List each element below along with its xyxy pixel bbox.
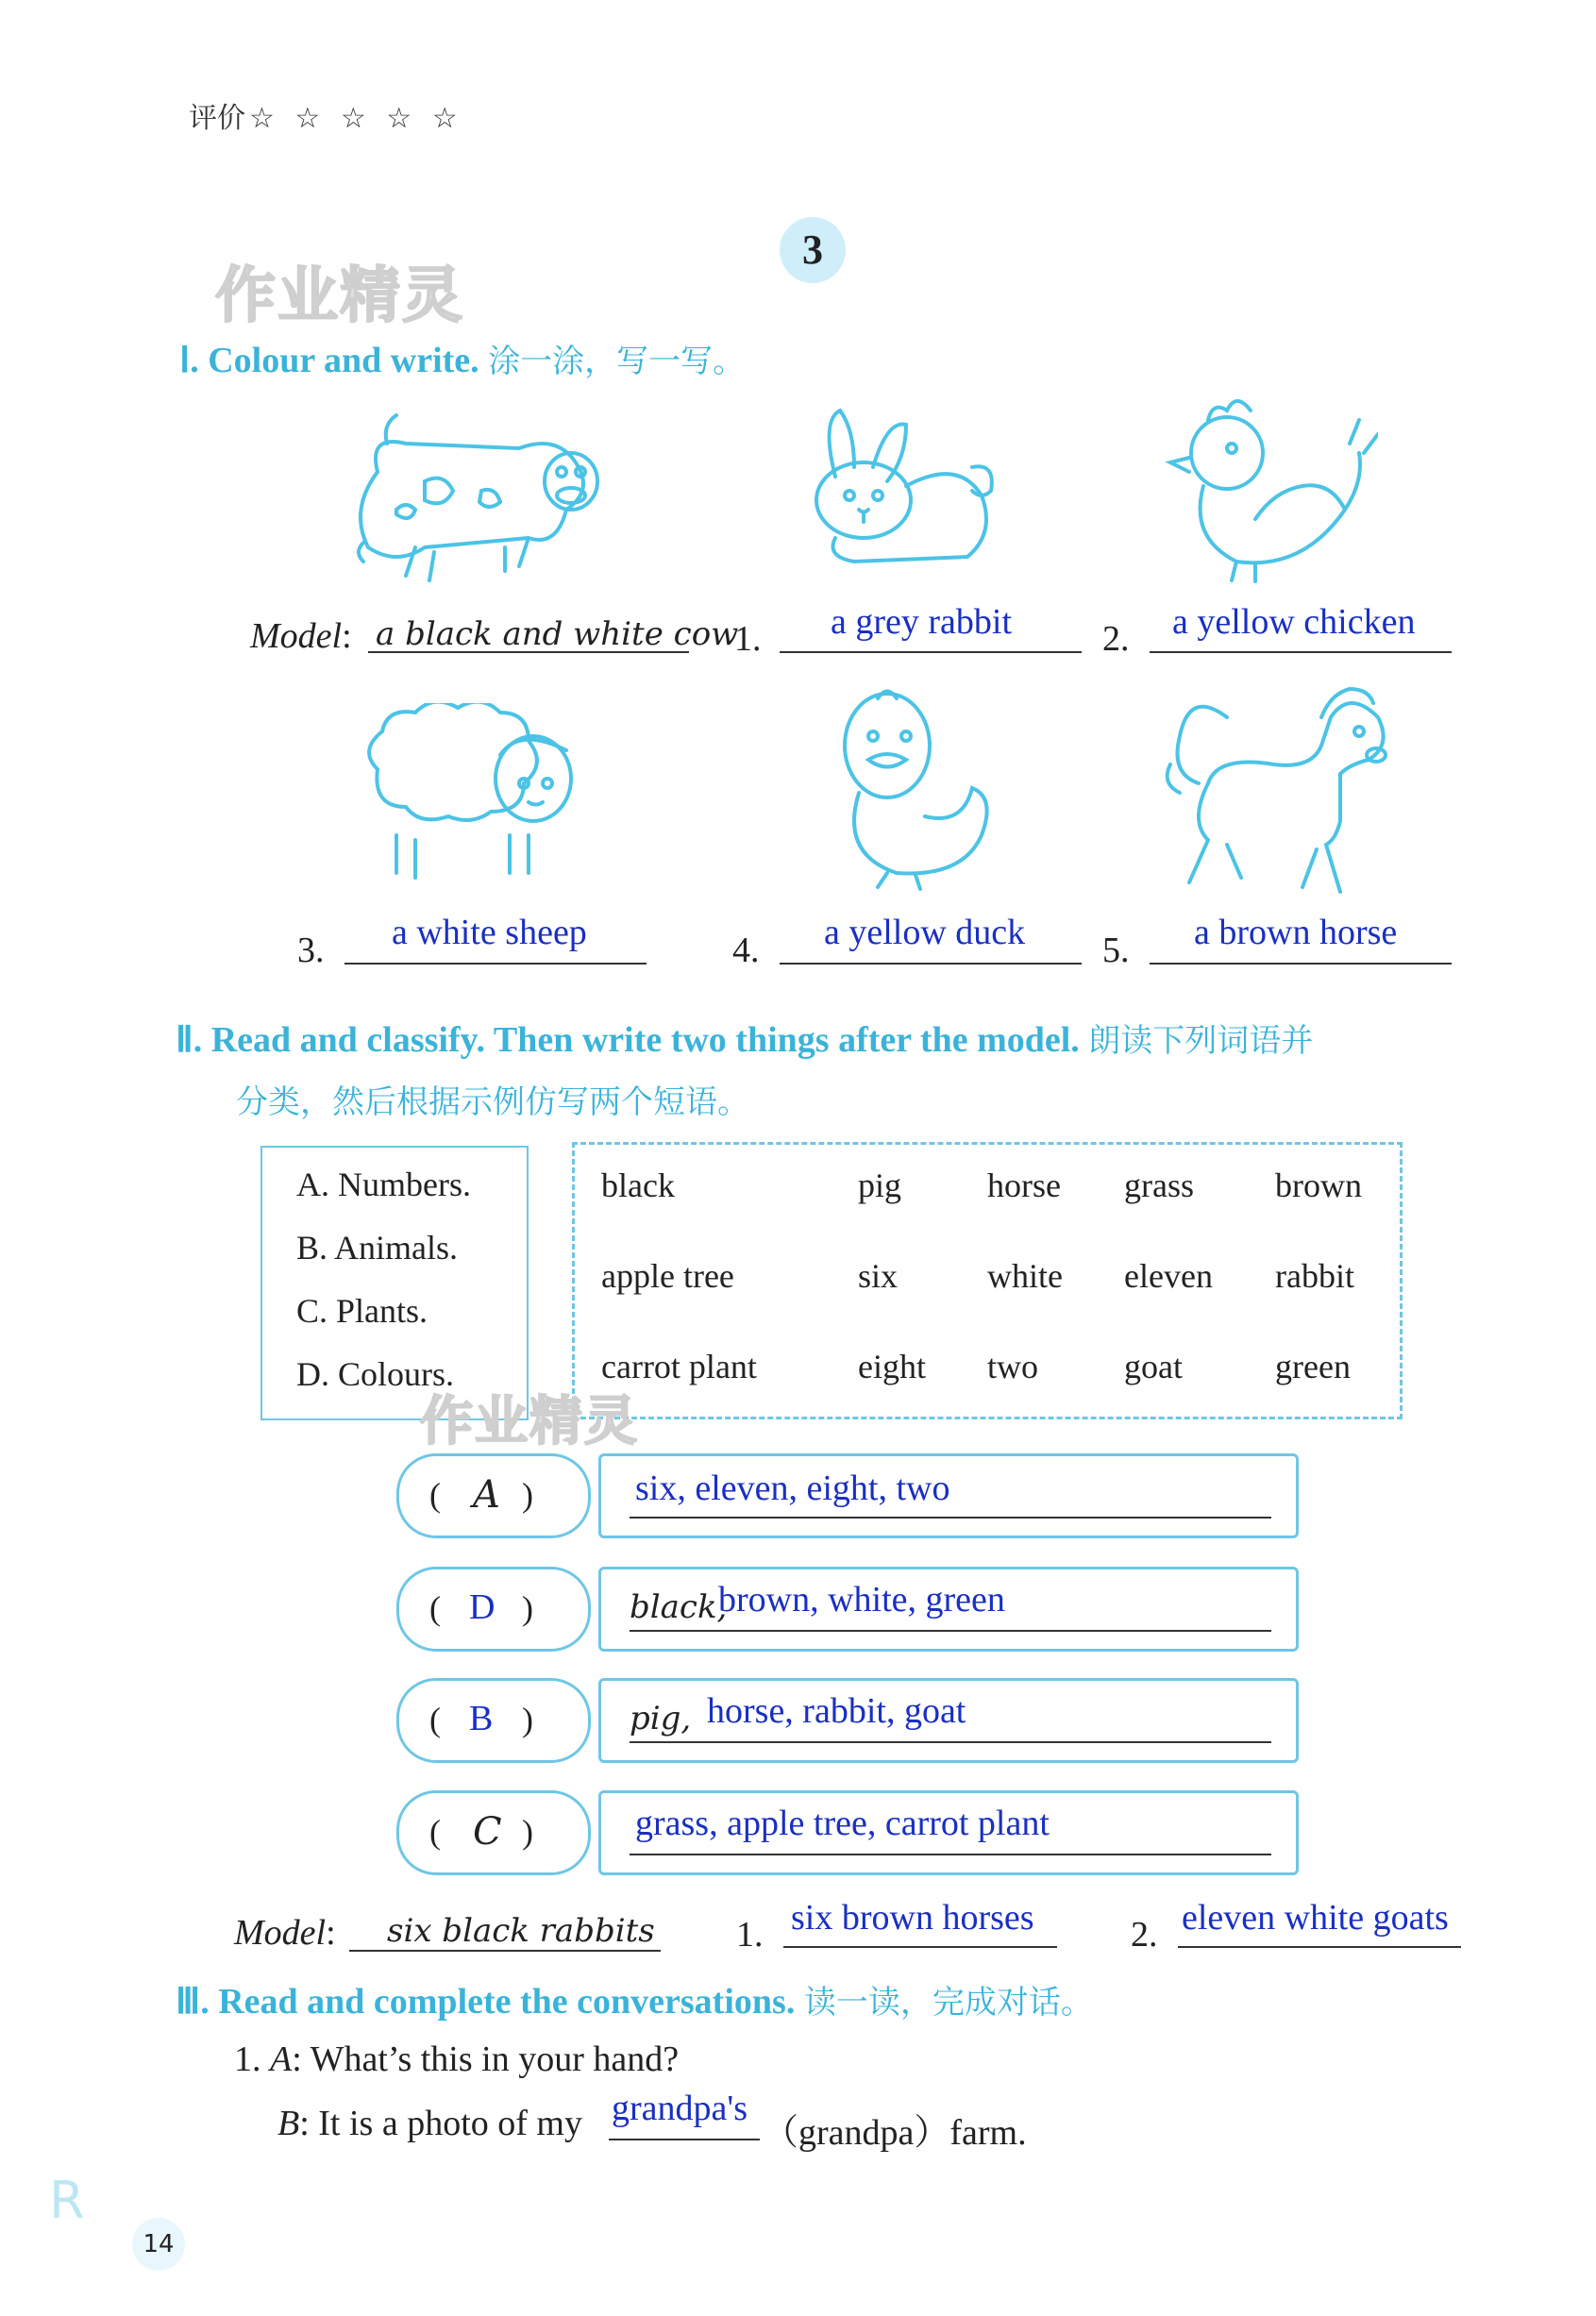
row-b-hand-start: pig, (630, 1700, 692, 1737)
section3-title (176, 1976, 1093, 2022)
model-label-1: Model: (250, 616, 352, 656)
row-d-answer: brown, white, green (718, 1580, 1005, 1620)
model-answer: a black and white cow (376, 615, 739, 653)
open-paren: ( (429, 1701, 441, 1738)
category-a: A. Numbers. (296, 1166, 471, 1203)
row-d-hand-start: black, (630, 1588, 728, 1626)
speaker-a: A (270, 2039, 293, 2079)
item-1-answer: a grey rabbit (831, 602, 1013, 642)
row-d-answer-box (598, 1567, 1299, 1652)
section2-title-en: Ⅱ. Read and classify. Then write two things after the model. (176, 1020, 1080, 1060)
page-number: 14 (132, 2218, 185, 2271)
open-paren: ( (429, 1813, 441, 1851)
word: green (1275, 1348, 1351, 1385)
row-c-letter-box (396, 1790, 591, 1875)
word-box (572, 1142, 1403, 1419)
speaker-a-text: What’s this in your hand? (310, 2039, 680, 2079)
word: eight (858, 1348, 926, 1385)
word: apple tree (601, 1257, 734, 1295)
section2-title-cn: 朗读下列词语并 (1088, 1022, 1314, 1060)
word: pig (858, 1166, 902, 1204)
row-b-answer-box (598, 1678, 1299, 1763)
answer-line (630, 1854, 1271, 1855)
rating-label: 评价 (189, 102, 245, 135)
row-c-letter: C (473, 1810, 502, 1854)
category-c: C. Plants. (296, 1292, 428, 1330)
row-b-answer: horse, rabbit, goat (707, 1691, 966, 1731)
watermark: 作业精灵 (215, 261, 464, 331)
item-2-line (1150, 651, 1452, 653)
page-corner-logo: R (49, 2171, 85, 2230)
word: eleven (1124, 1257, 1213, 1295)
question-num: 1. (234, 2039, 261, 2079)
row-d-letter-box (396, 1567, 591, 1652)
open-paren: ( (429, 1476, 441, 1514)
grandpa-line (609, 2139, 760, 2140)
item-3-line (344, 963, 647, 965)
item-4-line (780, 963, 1082, 965)
conversation-a: 1. A: What’s this in your hand? (234, 2039, 680, 2079)
word: horse (987, 1166, 1061, 1204)
model-label-text: Model (250, 616, 343, 656)
phrase-2-line (1178, 1946, 1461, 1948)
row-a-letter-box (396, 1453, 591, 1538)
category-d: D. Colours. (296, 1355, 455, 1393)
answer-line (630, 1630, 1271, 1632)
model2-answer: six black rabbits (387, 1912, 655, 1950)
word: black (601, 1166, 675, 1204)
item-3-num: 3. (297, 931, 325, 970)
phrase-1-answer: six brown horses (791, 1898, 1034, 1938)
answer-line (630, 1517, 1271, 1519)
item-5-num: 5. (1102, 931, 1130, 970)
section2-title-cn2: 分类，然后根据示例仿写两个短语。 (236, 1083, 749, 1121)
close-paren: ) (522, 1476, 533, 1514)
sheep-drawing (349, 703, 595, 882)
answer-line (630, 1741, 1271, 1743)
phrase-2-num: 2. (1131, 1915, 1158, 1955)
close-paren: ) (522, 1589, 533, 1627)
item-5-line (1150, 963, 1452, 965)
section2-title (176, 1015, 1313, 1061)
chicken-drawing (1161, 396, 1378, 585)
speaker-b-text: It is a photo of my (318, 2104, 582, 2143)
word: grass (1124, 1166, 1194, 1204)
row-c-answer-box (598, 1790, 1299, 1875)
word: goat (1124, 1348, 1183, 1385)
close-paren: ) (522, 1813, 533, 1851)
word: brown (1275, 1166, 1362, 1204)
model-label-2: Model: (234, 1913, 336, 1953)
row-a-answer: six, eleven, eight, two (635, 1468, 950, 1508)
rating-stars: ☆ ☆ ☆ ☆ ☆ (249, 102, 463, 135)
word: rabbit (1275, 1257, 1354, 1295)
section1-title-en: Ⅰ. Colour and write. (179, 341, 479, 380)
item-5-answer: a brown horse (1194, 913, 1398, 952)
unit-number-badge: 3 (780, 217, 846, 283)
row-a-answer-box (598, 1453, 1299, 1538)
model-label-2-text: Model (234, 1913, 327, 1953)
word: six (858, 1257, 899, 1295)
row-d-letter: D (469, 1587, 496, 1627)
row-b-letter-box (396, 1678, 591, 1763)
phrase-1-num: 1. (736, 1915, 764, 1955)
duck-drawing (821, 684, 1000, 892)
grandpa-answer: grandpa's (612, 2089, 748, 2128)
section3-title-cn: 读一读，完成对话。 (803, 1984, 1093, 2022)
row-b-letter: B (469, 1699, 494, 1738)
grandpa-hint: （grandpa）farm. (763, 2113, 1027, 2153)
item-3-answer: a white sheep (392, 913, 587, 952)
item-1-num: 1. (734, 619, 762, 659)
model2-line (349, 1950, 661, 1952)
section2-title-line2 (236, 1076, 749, 1122)
word: carrot plant (601, 1348, 757, 1385)
open-paren: ( (429, 1589, 441, 1627)
item-2-num: 2. (1102, 619, 1130, 659)
item-1-line (780, 651, 1082, 653)
category-b: B. Animals. (296, 1229, 459, 1267)
word: two (987, 1348, 1038, 1385)
row-c-answer: grass, apple tree, carrot plant (635, 1804, 1050, 1843)
watermark-2: 作业精灵 (420, 1391, 639, 1452)
word: white (987, 1257, 1063, 1295)
speaker-b: B (277, 2104, 300, 2143)
section3-title-en: Ⅲ. Read and complete the conversations. (176, 1982, 796, 2022)
item-2-answer: a yellow chicken (1172, 602, 1416, 642)
conversation-b: B: It is a photo of my (277, 2104, 582, 2143)
item-4-answer: a yellow duck (824, 913, 1026, 952)
horse-drawing (1151, 680, 1397, 906)
section1-title (179, 335, 745, 381)
section1-title-cn: 涂一涂，写一写。 (488, 343, 746, 380)
rabbit-drawing (798, 401, 1005, 590)
row-a-letter: A (473, 1473, 500, 1517)
phrase-2-answer: eleven white goats (1182, 1898, 1449, 1938)
close-paren: ) (522, 1701, 533, 1738)
item-4-num: 4. (732, 931, 760, 970)
cow-drawing (340, 406, 604, 585)
phrase-1-line (783, 1946, 1057, 1948)
rating-row (189, 94, 463, 136)
